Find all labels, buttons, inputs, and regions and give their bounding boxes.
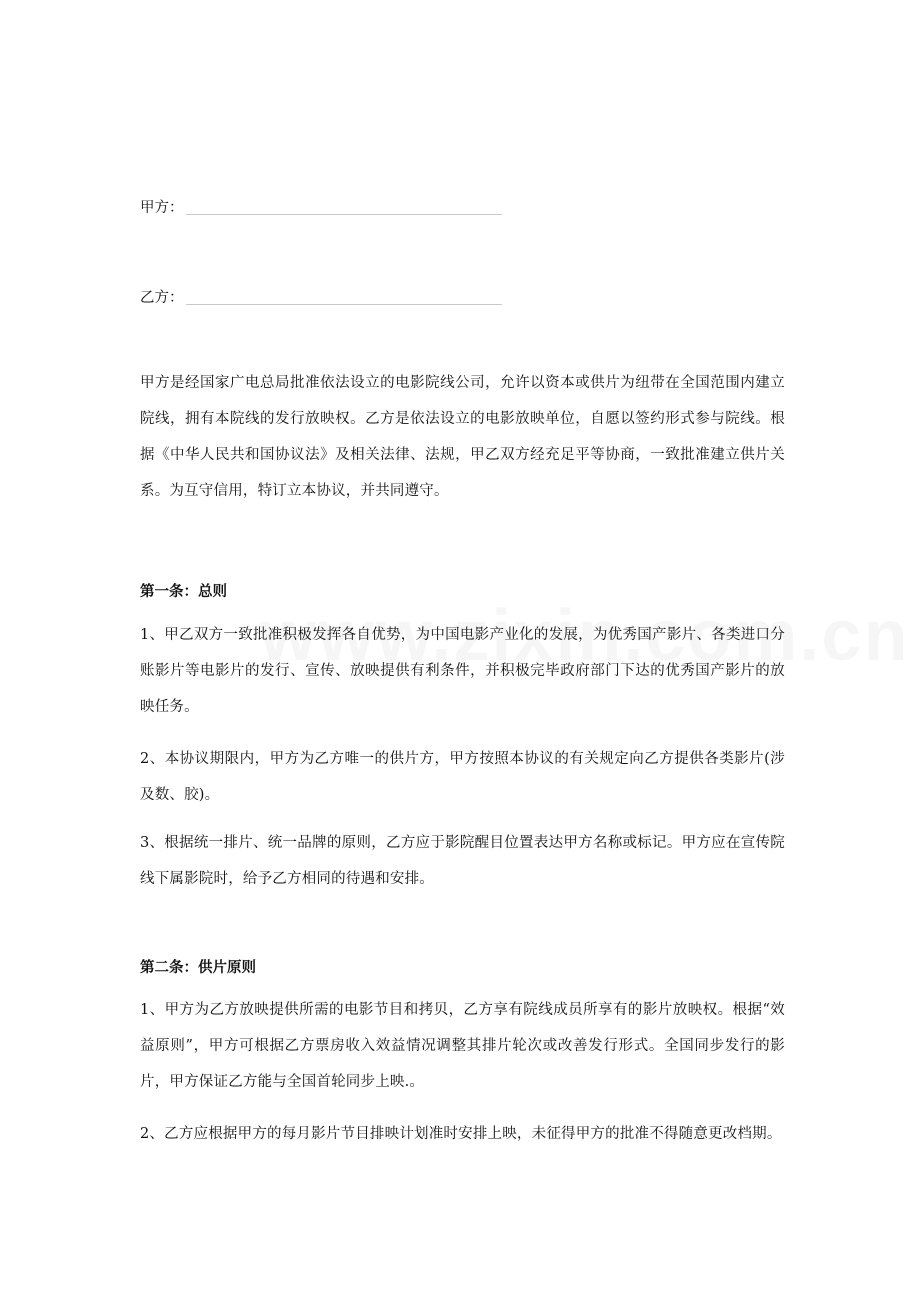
party-b-blank-line: [186, 290, 502, 305]
party-b-label: 乙方：: [140, 290, 184, 306]
article-1-item-2: 2、本协议期限内，甲方为乙方唯一的供片方，甲方按照本协议的有关规定向乙方提供各类影片(涉及数、胶)。: [140, 751, 785, 803]
article-1-item-3: 3、根据统一排片、统一品牌的原则，乙方应于影院醒目位置表达甲方名称或标记。甲方应在宣传院线下属影院时，给予乙方相同的待遇和安排。: [140, 835, 785, 887]
article-2-item-1: 1、甲方为乙方放映提供所需的电影节目和拷贝，乙方享有院线成员所享有的影片放映权。根据“效益原则”，甲方可根据乙方票房收入效益情况调整其排片轮次或改善发行形式。全国同步发行的影片，甲方保证乙方能与全国首轮同步上映.。: [140, 1002, 785, 1090]
article-2-item-2: 2、乙方应根据甲方的每月影片节目排映计划准时安排上映，未征得甲方的批准不得随意更改档期。: [140, 1126, 782, 1142]
article-1-item-1: 1、甲乙双方一致批准积极发挥各自优势，为中国电影产业化的发展，为优秀国产影片、各类进口分账影片等电影片的发行、宣传、放映提供有利条件，并积极完毕政府部门下达的优秀国产影片的放映任务。: [140, 627, 785, 715]
party-a-blank-line: [186, 200, 502, 215]
article-1-title: 第一条：总则: [140, 583, 227, 600]
party-b-row: [140, 288, 502, 308]
party-a-row: [140, 198, 502, 218]
party-a-label: 甲方：: [140, 200, 184, 216]
preamble-paragraph: 甲方是经国家广电总局批准依法设立的电影院线公司，允许以资本或供片为纽带在全国范围内建立院线，拥有本院线的发行放映权。乙方是依法设立的电影放映单位，自愿以签约形式参与院线。根据《中华人民共和国协议法》及相关法律、法规，甲乙双方经充足平等协商，一致批准建立供片关系。为互守信用，特订立本协议，并共同遵守。: [140, 375, 785, 499]
article-2-title: 第二条：供片原则: [140, 959, 256, 976]
